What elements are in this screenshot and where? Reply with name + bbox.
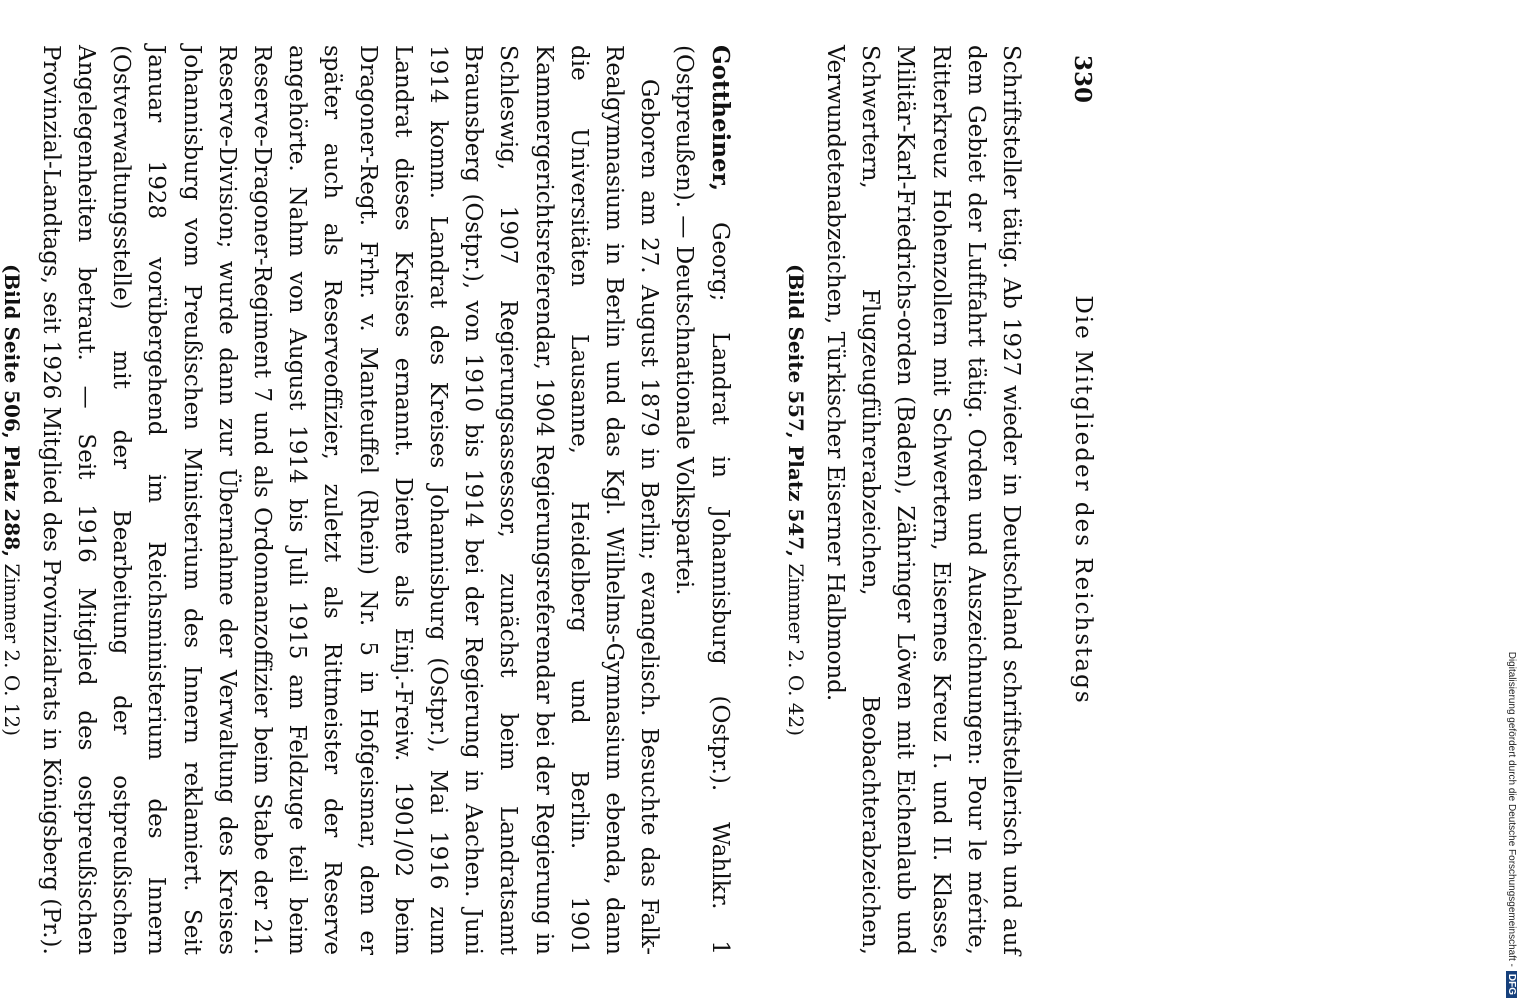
caption-seat: Platz 288,	[0, 445, 24, 558]
entry-caption	[0, 45, 29, 955]
page-number: 330	[1069, 55, 1096, 104]
entry-gottheiner	[0, 45, 738, 955]
watermark-text: Digitalisierung gefördert durch die Deutsche Forschungsgemeinschaft -	[1506, 651, 1517, 967]
page-header	[1056, 45, 1100, 955]
caption-seat: Platz 547,	[783, 445, 808, 558]
spacer	[738, 45, 756, 955]
rotated-text-block	[0, 45, 1100, 955]
caption-room: Zimmer 2. O. 42)	[783, 563, 808, 737]
entry-continuation	[778, 45, 1028, 955]
running-head: Die Mitglieder des Reichstags	[1070, 295, 1096, 705]
dfg-logo: DFG	[1506, 971, 1517, 998]
caption-image-page: (Bild Seite 557,	[783, 263, 808, 439]
caption-room: Zimmer 2. O. 12)	[0, 563, 24, 737]
entry-text: Schriftsteller tätig. Ab 1927 wieder in Deutschland schriftstellerisch und auf dem Gebiet der Luftfahrt tätig. Orden und Auszeichnungen: Pour le mérite, Ritterkreuz Hohenzollern mit Schwertern, Eisernes Kreuz I. und II. Klasse, Militär-Karl-Friedrichs-orden (Baden), Zähringer Löwen mit Eichenlaub und Schwertern, Flugzeugführerabzeichen, Beobachterabzeichen, Verwundetenabzeichen, Türkischer Eiserner Halbmond.	[821, 45, 1024, 955]
member-intro: Georg; Landrat in Johannisburg (Ostpr.). Wahlkr. 1 (Ostpreußen). — Deutschnationale Volkspartei.	[671, 45, 733, 955]
entry-body: Geboren am 27. August 1879 in Berlin; evangelisch. Besuchte das Falk-Realgymnasium in Berlin und das Kgl. Wilhelms-Gymnasium ebenda, dann die Universitäten Lausanne, Heidelberg und Berlin. 1901 Kammergerichtsreferendar, 1904 Regierungsreferendar bei der Regierung in Schleswig, 1907 Regierungsassessor, zunächst beim Landratsamt Braunsberg (Ostpr.), von 1910 bis 1914 bei der Regierung in Aachen. Juni 1914 komm. Landrat des Kreises Johannisburg (Ostpr.), Mai 1916 zum Landrat dieses Kreises ernannt. Diente als Einj.-Freiw. 1901/02 beim Dragoner-Regt. Frhr. v. Manteuffel (Rhein) Nr. 5 in Hofgeismar, dem er später auch als Reserveoffizier, zuletzt als Rittmeister der Reserve angehörte. Nahm von August 1914 bis Juli 1915 am Feldzuge teil beim Reserve-Dragoner-Regiment 7 und als Ordonnanzoffizier beim Stabe der 21. Reserve-Division; wurde dann zur Übernahme der Verwaltung des Kreises Johannisburg vom Preußischen Ministerium des Innern reklamiert. Seit Januar 1928 vorübergehend im Reichsministerium des Innern (Ostverwaltungsstelle) mit der Bearbeitung der ostpreußischen Angelegenheiten betraut. — Seit 1916 Mitglied des ostpreußischen Provinzial-Landtags, seit 1926 Mitglied des Provinzialrats in Königsberg (Pr.).	[37, 45, 663, 955]
entry-intro	[666, 45, 737, 955]
entry-caption	[778, 45, 813, 955]
member-name: Gottheiner,	[706, 45, 734, 192]
caption-image-page: (Bild Seite 506,	[0, 263, 24, 439]
digitization-watermark	[1503, 8, 1517, 998]
